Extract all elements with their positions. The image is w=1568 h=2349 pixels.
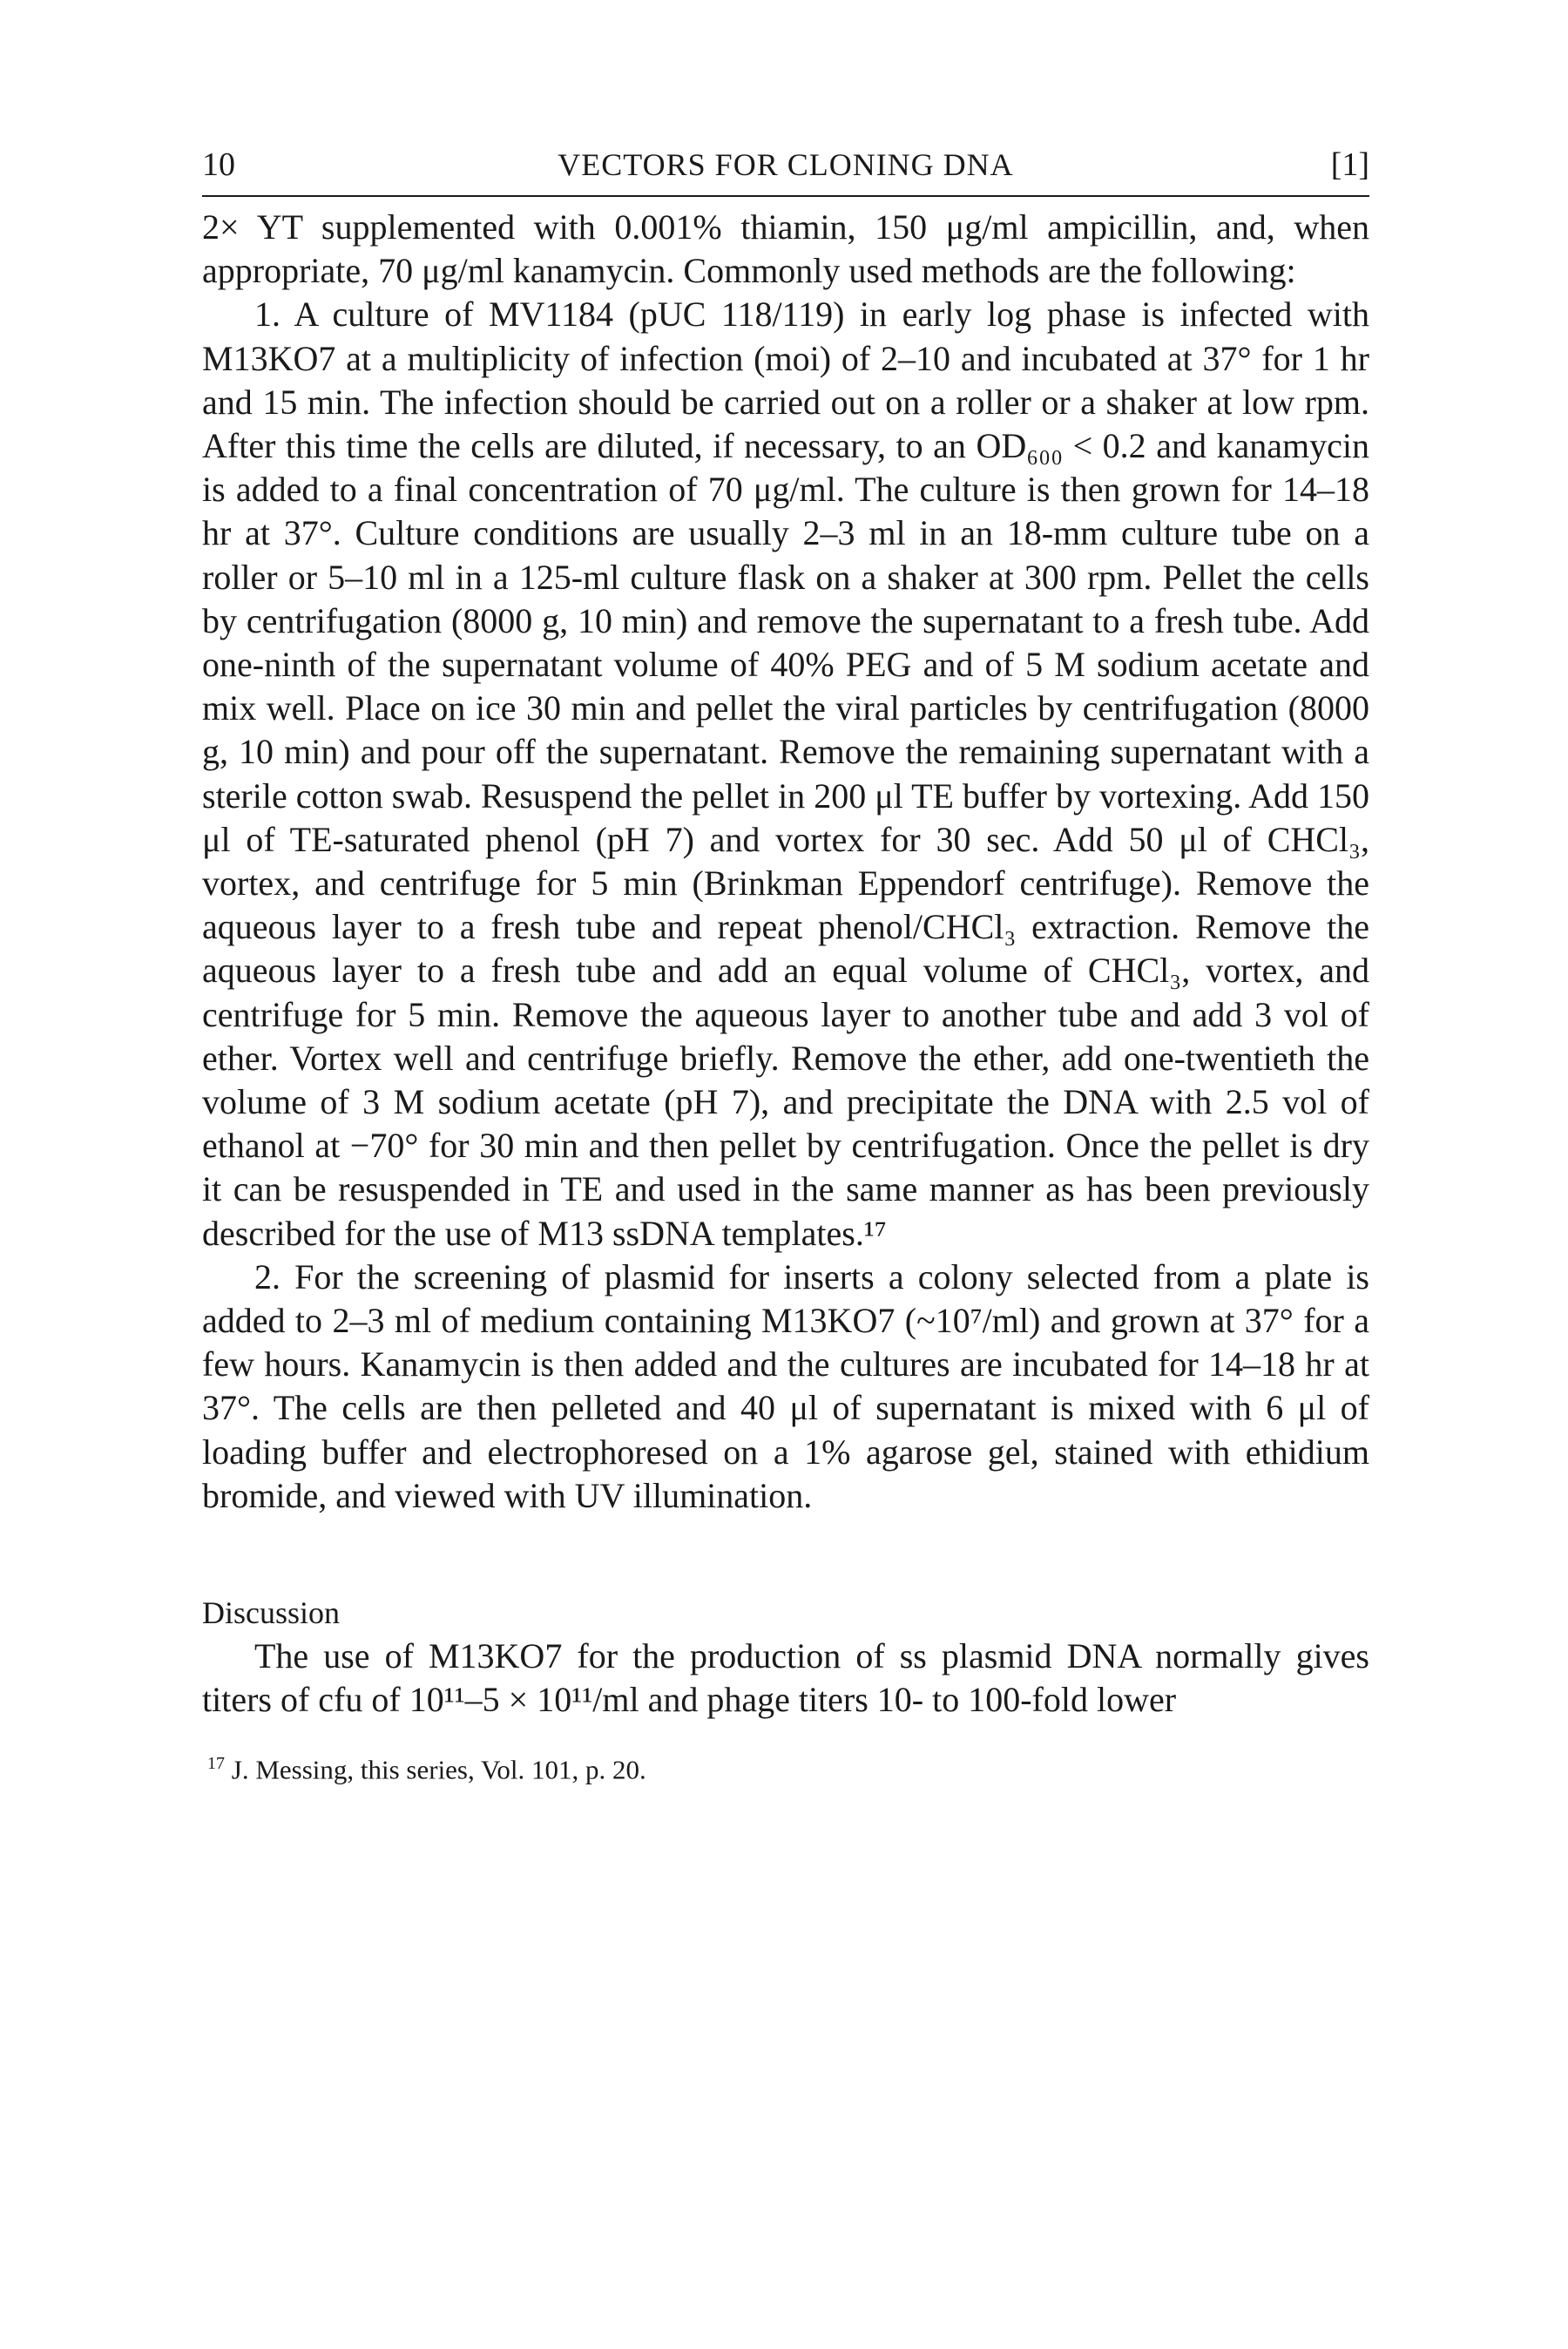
footnote-marker: 17 — [207, 1753, 225, 1773]
intro-paragraph: 2× YT supplemented with 0.001% thiamin, 150 μg/ml ampicillin, and, when appropriate, 70 μg/ml kanamycin. Commonly used methods are the following: — [202, 207, 1369, 291]
discussion-paragraph: The use of M13KO7 for the production of ss plasmid DNA normally gives titers of cfu of 10¹¹–5 × 10¹¹/ml and phage titers 10- to 100-fold lower — [202, 1636, 1369, 1720]
discussion-heading: Discussion — [202, 1595, 341, 1631]
running-title: VECTORS FOR CLONING DNA — [558, 147, 1014, 182]
chapter-number: [1] — [1330, 146, 1369, 183]
page-number: 10 — [202, 146, 235, 183]
book-page — [202, 139, 1369, 1788]
running-header — [202, 139, 1369, 190]
footnote-text: J. Messing, this series, Vol. 101, p. 20. — [225, 1753, 646, 1784]
method-1-paragraph: 1. A culture of MV1184 (pUC 118/119) in early log phase is infected with M13KO7 at a multiplicity of infection (moi) of 2–10 and incubated at 37° for 1 hr and 15 min. The infection should be carried out on a roller or a shaker at low rpm. After this time the cells are diluted, if necessary, to an OD₆₀₀ < 0.2 and kanamycin is added to a final concentration of 70 μg/ml. The culture is then grown for 14–18 hr at 37°. Culture conditions are usually 2–3 ml in an 18-mm culture tube on a roller or 5–10 ml in a 125-ml culture flask on a shaker at 300 rpm. Pellet the cells by centrifugation (8000 g, 10 min) and remove the supernatant to a fresh tube. Add one-ninth of the supernatant volume of 40% PEG and of 5 M sodium acetate and mix well. Place on ice 30 min and pellet the viral particles by centrifugation (8000 g, 10 min) and pour off the supernatant. Remove the remaining supernatant with a sterile cotton swab. Resuspend the pellet in 200 μl TE buffer by vortexing. Add 150 μl of TE-saturated phenol (pH 7) and vortex for 30 sec. Add 50 μl of CHCl₃, vortex, and centrifuge for 5 min (Brinkman Eppendorf centrifuge). Remove the aqueous layer to a fresh tube and repeat phenol/CHCl₃ extraction. Remove the aqueous layer to a fresh tube and add an equal volume of CHCl₃, vortex, and centrifuge for 5 min. Remove the aqueous layer to another tube and add 3 vol of ether. Vortex well and centrifuge briefly. Remove the ether, add one-twentieth the volume of 3 M sodium acetate (pH 7), and precipitate the DNA with 2.5 vol of ethanol at −70° for 30 min and then pellet by centrifugation. Once the pellet is dry it can be resuspended in TE and used in the same manner as has been previously described for the use of M13 ssDNA templates.¹⁷ — [202, 294, 1369, 1253]
header-rule — [202, 195, 1369, 197]
main-text — [202, 206, 1369, 1723]
method-2-paragraph: 2. For the screening of plasmid for inserts a colony selected from a plate is added to 2–3 ml of medium containing M13KO7 (~10⁷/ml) and grown at 37° for a few hours. Kanamycin is then added and the cultures are incubated for 14–18 hr at 37°. The cells are then pelleted and 40 μl of supernatant is mixed with 6 μl of loading buffer and electrophoresed on a 1% agarose gel, stained with ethidium bromide, and viewed with UV illumination. — [202, 1256, 1369, 1515]
footnote — [202, 1745, 1369, 1788]
